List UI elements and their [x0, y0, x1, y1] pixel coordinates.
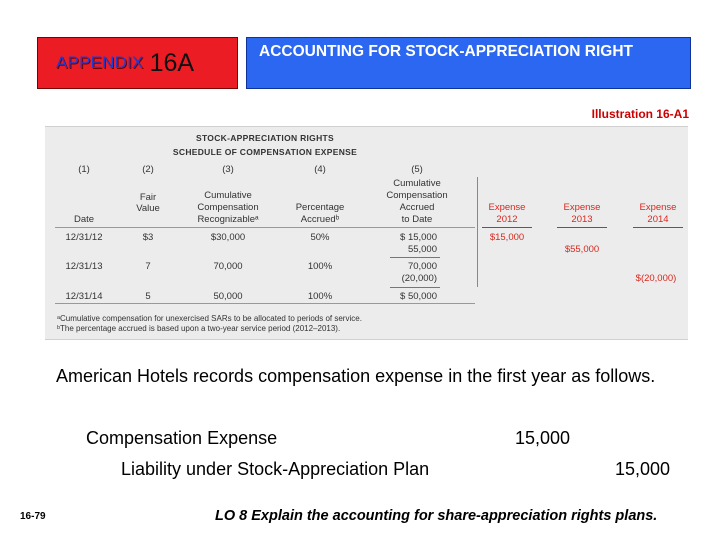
appendix-word: APPENDIX [56, 53, 144, 72]
journal-debit-account: Compensation Expense [86, 428, 278, 448]
schedule-subtitle: SCHEDULE OF COMPENSATION EXPENSE [172, 147, 358, 157]
illustration-label: Illustration 16-A1 [591, 107, 689, 121]
header-expense-2012-2: 2012 [496, 214, 518, 225]
appendix-banner [37, 37, 238, 89]
header-cumulative-1: Cumulative [204, 190, 252, 201]
row2-date: 12/31/13 [65, 261, 103, 272]
row3-cumulative: 50,000 [213, 291, 243, 302]
col-number-4: (4) [314, 164, 326, 175]
header-expense-2013-2: 2013 [571, 214, 593, 225]
footnote-b: ᵇThe percentage accrued is based upon a two-year service period (2012–2013). [57, 324, 341, 333]
col-number-3: (3) [222, 164, 234, 175]
journal-credit-account: Liability under Stock-Appreciation Plan [121, 459, 430, 479]
header-expense-2013-1: Expense [563, 202, 601, 213]
header-cumulative-2: Compensation [197, 202, 259, 213]
row1-cumulative: $30,000 [210, 232, 246, 243]
row1-fair-value: $3 [142, 232, 154, 243]
row3-fair-value: 5 [145, 291, 151, 302]
row2-accrued-2: (20,000) [401, 273, 437, 284]
row1-accrued-2: 55,000 [407, 244, 437, 255]
expense-2013-rule [557, 227, 607, 228]
header-accrued-1: Cumulative [393, 178, 441, 189]
row2-accrued-1: 70,000 [407, 261, 437, 272]
journal-debit-amount: 15,000 [515, 428, 571, 448]
header-percentage-1: Percentage [295, 202, 345, 213]
header-percentage-2: Accruedᵇ [300, 214, 340, 225]
col-number-2: (2) [142, 164, 154, 175]
schedule-title: STOCK-APPRECIATION RIGHTS [196, 133, 334, 143]
row2-subtotal-rule [390, 287, 440, 288]
header-fair-value-1: Fair [139, 192, 157, 203]
learning-objective: LO 8 Explain the accounting for share-appreciation rights plans. [215, 508, 658, 524]
header-rule [55, 227, 475, 228]
row1-expense-2013: $55,000 [564, 244, 600, 255]
journal-credit-amount: 15,000 [615, 459, 671, 479]
header-cumulative-3: Recognizableᵃ [197, 214, 259, 225]
footnote-a: ᵃCumulative compensation for unexercised SARs to be allocated to periods of service. [57, 314, 362, 323]
compensation-schedule [45, 126, 688, 340]
expense-2014-rule [633, 227, 683, 228]
slide-title: ACCOUNTING FOR STOCK-APPRECIATION RIGHT [246, 37, 691, 89]
row2-fair-value: 7 [145, 261, 151, 272]
row3-date: 12/31/14 [65, 291, 103, 302]
row2-percentage: 100% [307, 261, 333, 272]
col-number-5: (5) [411, 164, 423, 175]
body-text: American Hotels records compensation expense in the first year as follows. [56, 366, 656, 386]
footnote-rule [55, 303, 475, 304]
header-accrued-2: Compensation [386, 190, 448, 201]
header-fair-value-2: Value [136, 203, 160, 214]
header-accrued-4: to Date [401, 214, 433, 225]
expense-2012-rule [482, 227, 532, 228]
header-date: Date [73, 214, 95, 225]
header-accrued-3: Accrued [399, 202, 435, 213]
row1-percentage: 50% [310, 232, 330, 243]
row3-percentage: 100% [307, 291, 333, 302]
header-expense-2012-1: Expense [488, 202, 526, 213]
row3-accrued-1: $ 50,000 [400, 291, 437, 302]
row1-expense-2012: $15,000 [489, 232, 525, 243]
row2-expense-2014: $(20,000) [635, 273, 677, 284]
col-number-1: (1) [78, 164, 90, 175]
row1-accrued-1: $ 15,000 [400, 232, 437, 243]
row1-subtotal-rule [390, 257, 440, 258]
appendix-number: 16A [149, 48, 195, 77]
row1-date: 12/31/12 [65, 232, 103, 243]
slide-number: 16-79 [20, 511, 46, 522]
header-expense-2014-1: Expense [639, 202, 677, 213]
header-expense-2014-2: 2014 [647, 214, 669, 225]
row2-cumulative: 70,000 [213, 261, 243, 272]
